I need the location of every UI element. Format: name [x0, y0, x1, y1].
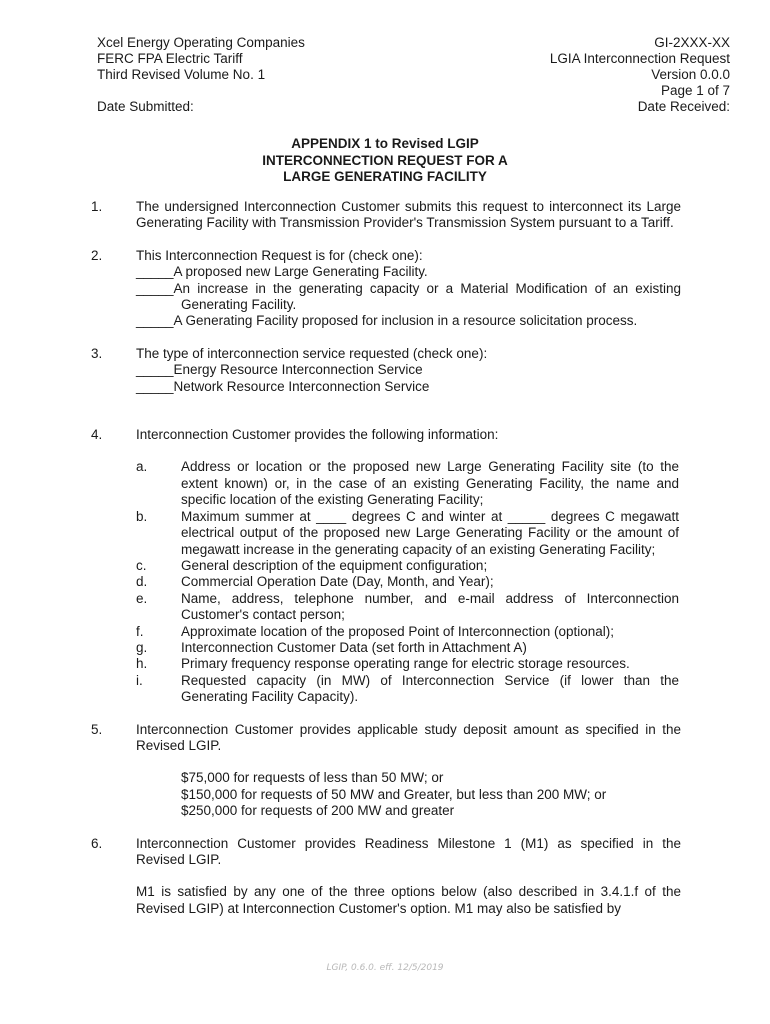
item-number: 1. [91, 199, 103, 214]
title-line-2: INTERCONNECTION REQUEST FOR A [262, 152, 508, 168]
sub-item-a [0, 459, 679, 508]
header-left [97, 35, 305, 115]
deposit-amount: $250,000 for requests of 200 MW and greater [181, 803, 455, 819]
deposit-amounts [0, 770, 770, 819]
sub-text: Requested capacity (in MW) of Interconnection Service (if lower than the Generating Facility Capacity). [181, 672, 679, 705]
sub-text: Approximate location of the proposed Point of Interconnection (optional); [181, 623, 615, 639]
header-right [550, 35, 730, 115]
sub-item-f [0, 624, 679, 640]
sub-item-b [0, 509, 679, 558]
option-capacity-increase: _____An increase in the generating capacity or a Material Modification of an existing [136, 280, 681, 296]
option-new-facility: _____A proposed new Large Generating Facility. [136, 264, 428, 280]
volume-name: Third Revised Volume No. 1 [97, 67, 266, 82]
page-number: Page 1 of 7 [660, 83, 730, 98]
sub-item-i [0, 673, 679, 706]
item-text: Interconnection Customer provides applicable study deposit amount as specified in the Revised LGIP. [136, 721, 681, 753]
sub-text: Primary frequency response operating range for electric storage resources. [181, 656, 630, 672]
date-received: Date Received: [637, 99, 730, 114]
tariff-name: FERC FPA Electric Tariff [97, 51, 243, 66]
sub-list [0, 459, 770, 705]
document-id: GI-2XXX-XX [654, 35, 730, 50]
item-text: Interconnection Customer provides Readiness Milestone 1 (M1) as specified in the Revised LGIP. [136, 835, 681, 867]
document-body [0, 199, 770, 917]
option-network-resource: _____Network Resource Interconnection Service [136, 378, 430, 394]
sub-item-e [0, 591, 679, 624]
sub-letter: g. [136, 639, 148, 655]
option-resource-solicitation: _____A Generating Facility proposed for inclusion in a resource solicitation process. [136, 313, 638, 329]
item-number: 2. [91, 247, 103, 263]
sub-item-h [0, 656, 679, 672]
item-text: Interconnection Customer provides the following information: [136, 427, 499, 443]
sub-letter: a. [136, 459, 148, 475]
sub-item-c [0, 558, 679, 574]
sub-item-d [0, 574, 679, 590]
option-capacity-increase-cont: Generating Facility. [181, 297, 297, 313]
title-line-3: LARGE GENERATING FACILITY [283, 169, 487, 184]
document-type: LGIA Interconnection Request [549, 51, 730, 66]
sub-text: Interconnection Customer Data (set forth in Attachment A) [181, 639, 527, 655]
item-number: 5. [91, 721, 103, 737]
item-5 [0, 722, 681, 755]
item-text-continued: M1 is satisfied by any one of the three options below (also described in 3.4.1.f of the Revised LGIP) at Interconnection Customer's option. M1 may also be satisfied by [136, 884, 681, 916]
sub-letter: h. [136, 656, 148, 672]
sub-text: General description of the equipment configuration; [181, 557, 488, 573]
sub-text: Name, address, telephone number, and e-mail address of Interconnection Customer's contact person; [181, 590, 679, 623]
item-text: The type of interconnection service requested (check one): [136, 345, 488, 361]
deposit-amount: $75,000 for requests of less than 50 MW; or [181, 770, 444, 786]
deposit-amount: $150,000 for requests of 50 MW and Greater, but less than 200 MW; or [181, 786, 607, 802]
sub-text: Address or location or the proposed new Large Generating Facility site (to the extent known) or, in the case of an existing Generating Facility, the name and specific location of the existing Generating Facility; [181, 459, 679, 508]
sub-letter: f. [136, 623, 144, 639]
sub-letter: b. [136, 508, 148, 524]
page-title [0, 136, 770, 186]
item-number: 6. [91, 835, 103, 851]
sub-text: Maximum summer at ____ degrees C and winter at _____ degrees C megawatt electrical output of the proposed new Large Generating Facility or the amount of megawatt increase in the generating capacity of an existing Generating Facility; [181, 508, 679, 557]
sub-letter: i. [136, 672, 143, 688]
sub-text: Commercial Operation Date (Day, Month, and Year); [181, 574, 494, 590]
date-submitted: Date Submitted: [97, 99, 194, 114]
item-2 [0, 248, 681, 330]
item-1 [0, 199, 681, 232]
document-version: Version 0.0.0 [651, 67, 730, 82]
sub-letter: e. [136, 590, 148, 606]
item-number: 4. [91, 427, 103, 443]
item-6 [0, 836, 681, 918]
item-number: 3. [91, 345, 103, 361]
sub-letter: d. [136, 574, 148, 590]
item-4 [0, 427, 681, 443]
item-text: This Interconnection Request is for (check one): [136, 247, 423, 263]
sub-letter: c. [136, 557, 147, 573]
page-footer: LGIP, 0.6.0. eff. 12/5/2019 [326, 963, 444, 973]
item-text: The undersigned Interconnection Customer submits this request to interconnect its Large Generating Facility with Transmission Provider's Transmission System pursuant to a Tariff. [136, 199, 681, 231]
company-name: Xcel Energy Operating Companies [97, 35, 305, 50]
option-energy-resource: _____Energy Resource Interconnection Service [136, 362, 423, 378]
sub-item-g [0, 640, 679, 656]
item-3 [0, 346, 681, 395]
title-line-1: APPENDIX 1 to Revised LGIP [291, 136, 479, 151]
